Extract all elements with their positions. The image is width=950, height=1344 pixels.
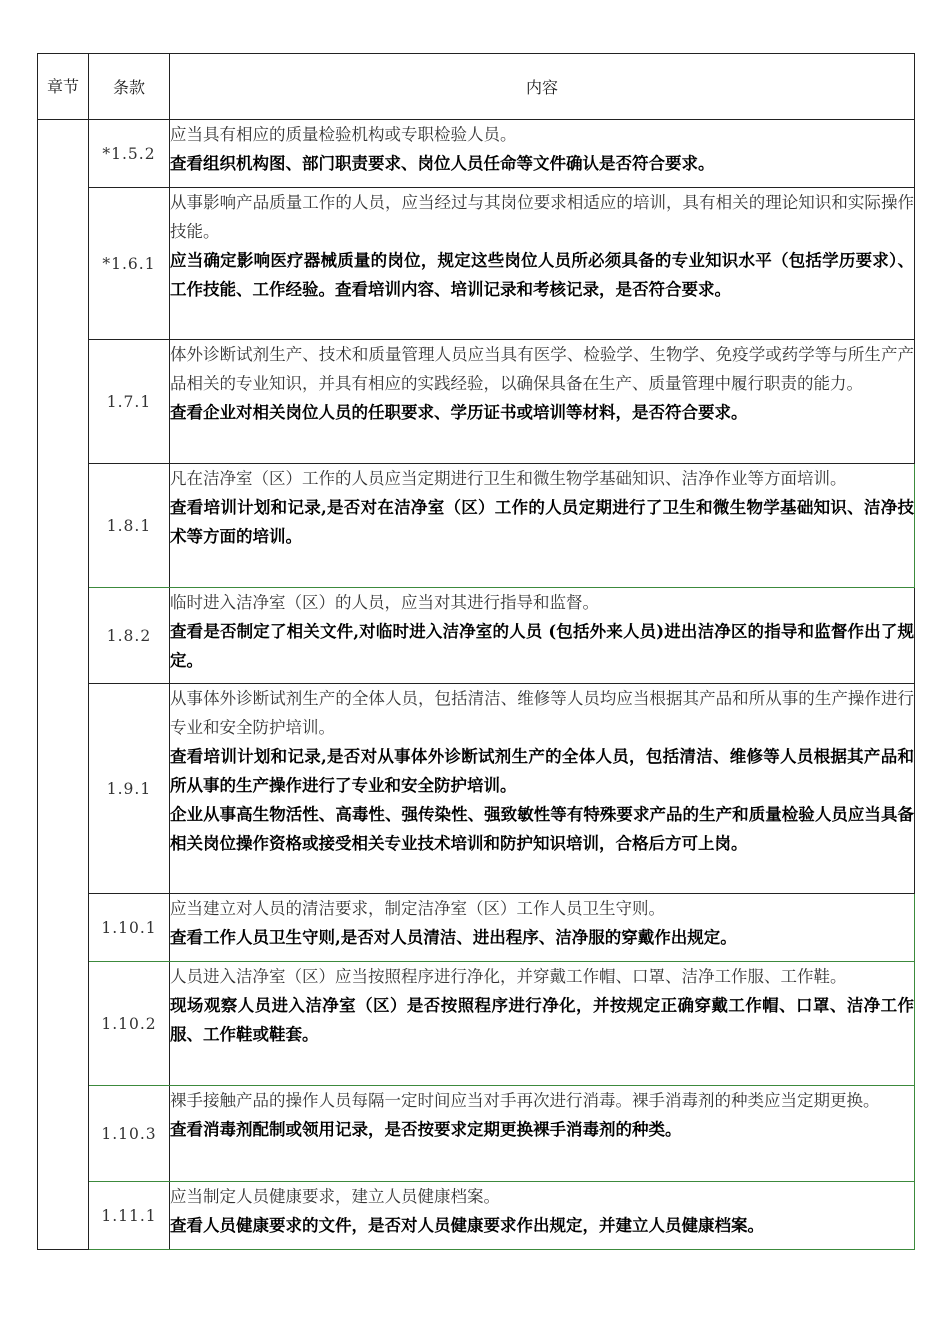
requirement-text: 体外诊断试剂生产、技术和质量管理人员应当具有医学、检验学、生物学、免疫学或药学等与所生产产品相关的专业知识，并具有相应的实践经验，以确保具备在生产、质量管理中履行职责的能力。 (170, 345, 914, 393)
check-text: 查看人员健康要求的文件，是否对人员健康要求作出规定，并建立人员健康档案。 (170, 1216, 764, 1235)
header-content: 内容 (170, 54, 915, 120)
clause-code: 1.10.1 (89, 894, 170, 962)
clause-code: 1.8.1 (89, 464, 170, 588)
table-row (38, 684, 915, 894)
table-row (38, 340, 915, 464)
requirement-text: 应当建立对人员的清洁要求，制定洁净室（区）工作人员卫生守则。 (170, 899, 665, 918)
clause-content (170, 1086, 915, 1182)
check-text: 查看组织机构图、部门职责要求、岗位人员任命等文件确认是否符合要求。 (170, 154, 715, 173)
table-row (38, 464, 915, 588)
check-text: 现场观察人员进入洁净室（区）是否按照程序进行净化，并按规定正确穿戴工作帽、口罩、洁净工作服、工作鞋或鞋套。 (170, 996, 914, 1044)
clause-code: 1.8.2 (89, 588, 170, 684)
table-row (38, 188, 915, 340)
requirement-text: 凡在洁净室（区）工作的人员应当定期进行卫生和微生物学基础知识、洁净作业等方面培训。 (170, 469, 847, 488)
table-row (38, 1182, 915, 1250)
clause-content (170, 962, 915, 1086)
clause-content (170, 588, 915, 684)
clause-content (170, 340, 915, 464)
header-clause: 条款 (89, 54, 170, 120)
clause-content (170, 684, 915, 894)
requirement-text: 应当制定人员健康要求，建立人员健康档案。 (170, 1187, 500, 1206)
table-row (38, 894, 915, 962)
check-text: 查看培训计划和记录,是否对从事体外诊断试剂生产的全体人员，包括清洁、维修等人员根据其产品和所从事的生产操作进行了专业和安全防护培训。 (170, 747, 914, 795)
table-row (38, 120, 915, 188)
regulation-table (37, 53, 915, 1250)
table-row (38, 588, 915, 684)
requirement-text: 临时进入洁净室（区）的人员，应当对其进行指导和监督。 (170, 593, 599, 612)
clause-code: 1.10.2 (89, 962, 170, 1086)
clause-content (170, 1182, 915, 1250)
requirement-text: 人员进入洁净室（区）应当按照程序进行净化，并穿戴工作帽、口罩、洁净工作服、工作鞋。 (170, 967, 847, 986)
check-text: 查看企业对相关岗位人员的任职要求、学历证书或培训等材料，是否符合要求。 (170, 403, 748, 422)
clause-content (170, 464, 915, 588)
clause-code: *1.6.1 (89, 188, 170, 340)
clause-code: *1.5.2 (89, 120, 170, 188)
clause-code: 1.7.1 (89, 340, 170, 464)
check-text: 查看消毒剂配制或领用记录，是否按要求定期更换裸手消毒剂的种类。 (170, 1120, 682, 1139)
table-row (38, 1086, 915, 1182)
header-row (38, 54, 915, 120)
clause-code: 1.10.3 (89, 1086, 170, 1182)
check-text: 应当确定影响医疗器械质量的岗位，规定这些岗位人员所必须具备的专业知识水平（包括学历要求）、工作技能、工作经验。查看培训内容、培训记录和考核记录，是否符合要求。 (170, 251, 914, 299)
check-text: 企业从事高生物活性、高毒性、强传染性、强致敏性等有特殊要求产品的生产和质量检验人员应当具备相关岗位操作资格或接受相关专业技术培训和防护知识培训，合格后方可上岗。 (170, 805, 914, 853)
table-row (38, 962, 915, 1086)
chapter-cell (38, 120, 89, 1250)
check-text: 查看是否制定了相关文件,对临时进入洁净室的人员 (包括外来人员)进出洁净区的指导和监督作出了规定。 (170, 622, 914, 670)
requirement-text: 从事影响产品质量工作的人员，应当经过与其岗位要求相适应的培训，具有相关的理论知识和实际操作技能。 (170, 193, 914, 241)
requirement-text: 裸手接触产品的操作人员每隔一定时间应当对手再次进行消毒。裸手消毒剂的种类应当定期更换。 (170, 1091, 880, 1110)
clause-code: 1.9.1 (89, 684, 170, 894)
requirement-text: 应当具有相应的质量检验机构或专职检验人员。 (170, 125, 517, 144)
check-text: 查看培训计划和记录,是否对在洁净室（区）工作的人员定期进行了卫生和微生物学基础知识、洁净技术等方面的培训。 (170, 498, 914, 546)
clause-content (170, 894, 915, 962)
check-text: 查看工作人员卫生守则,是否对人员清洁、进出程序、洁净服的穿戴作出规定。 (170, 928, 737, 947)
clause-content (170, 188, 915, 340)
header-chapter: 章节 (38, 54, 89, 120)
requirement-text: 从事体外诊断试剂生产的全体人员，包括清洁、维修等人员均应当根据其产品和所从事的生产操作进行专业和安全防护培训。 (170, 689, 914, 737)
clause-code: 1.11.1 (89, 1182, 170, 1250)
clause-content (170, 120, 915, 188)
